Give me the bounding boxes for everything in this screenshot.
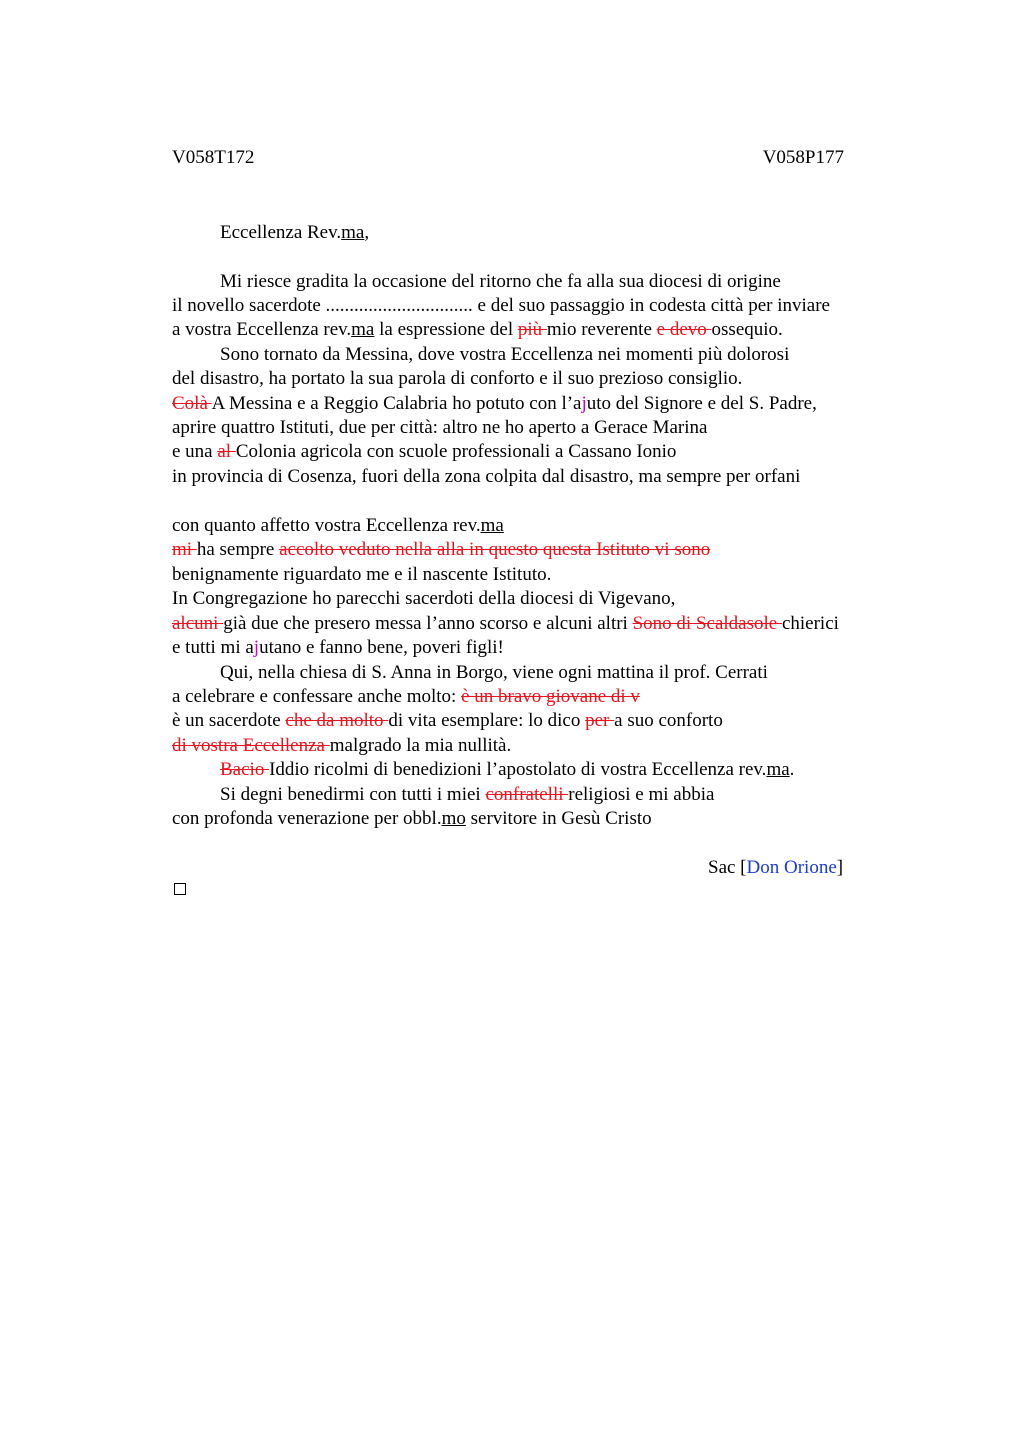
deleted-text: più	[517, 319, 547, 340]
signature: Sac [Don Orione]	[708, 857, 844, 878]
text-line: Qui, nella chiesa di S. Anna in Borgo, viene ogni mattina il prof. Cerrati	[220, 662, 768, 683]
text-line: del disastro, ha portato la sua parola di conforto e il suo prezioso consiglio.	[172, 368, 743, 389]
text-line: Mi riesce gradita la occasione del ritorno che fa alla sua diocesi di origine	[220, 271, 781, 292]
deleted-text: Sono di Scaldasole	[632, 613, 782, 634]
text-line: Sono tornato da Messina, dove vostra Eccellenza nei momenti più dolorosi	[220, 344, 790, 365]
text-line: il novello sacerdote ............................... e del suo passaggio in codesta città per inviare	[172, 295, 830, 316]
deleted-text: al	[217, 441, 236, 462]
header-left-code: V058T172	[172, 147, 255, 168]
square-box-icon	[174, 883, 186, 895]
signature-name: Don Orione	[746, 857, 837, 878]
text-line: In Congregazione ho parecchi sacerdoti della diocesi di Vigevano,	[172, 588, 676, 609]
text-line: aprire quattro Istituti, due per città: altro ne ho aperto a Gerace Marina	[172, 417, 708, 438]
text-line: con quanto affetto vostra Eccellenza rev.ma	[172, 515, 504, 536]
deleted-text: mi	[172, 539, 197, 560]
text-line: in provincia di Cosenza, fuori della zona colpita dal disastro, ma sempre per orfani	[172, 466, 801, 487]
deleted-text: che da molto	[285, 710, 389, 731]
text-line: alcuni già due che presero messa l’anno scorso e alcuni altri Sono di Scaldasole chierici	[172, 613, 839, 634]
text-line: benignamente riguardato me e il nascente Istituto.	[172, 564, 552, 585]
text-line: di vostra Eccellenza malgrado la mia nullità.	[172, 735, 512, 756]
deleted-text: e devo	[656, 319, 712, 340]
deleted-text: per	[585, 710, 615, 731]
deleted-text: confratelli	[485, 784, 569, 805]
header-right-code: V058P177	[762, 147, 844, 168]
deleted-text: accolto veduto nella alla in questo questa Istituto vi sono	[279, 539, 711, 560]
text-line: a vostra Eccellenza rev.ma la espressione del più mio reverente e devo ossequio.	[172, 319, 783, 340]
document-header	[172, 147, 844, 171]
inserted-text: j	[581, 393, 587, 414]
text-line: e tutti mi ajutano e fanno bene, poveri figli!	[172, 637, 504, 658]
text-line: e una al Colonia agricola con scuole professionali a Cassano Ionio	[172, 441, 677, 462]
text-line: con profonda venerazione per obbl.mo servitore in Gesù Cristo	[172, 808, 652, 829]
inserted-text: j	[253, 637, 260, 658]
deleted-text: è un bravo giovane di v	[461, 686, 640, 707]
salutation: Eccellenza Rev.ma,	[220, 222, 370, 243]
deleted-text: di vostra Eccellenza	[172, 735, 330, 756]
text-line: a celebrare e confessare anche molto: è un bravo giovane di v	[172, 686, 640, 707]
text-line: mi ha sempre accolto veduto nella alla in questo questa Istituto vi sono	[172, 539, 711, 560]
deleted-text: alcuni	[172, 613, 224, 634]
deleted-text: Bacio	[220, 759, 270, 780]
text-line: Bacio Iddio ricolmi di benedizioni l’apostolato di vostra Eccellenza rev.ma.	[220, 759, 795, 780]
text-line: è un sacerdote che da molto di vita esemplare: lo dico per a suo conforto	[172, 710, 723, 731]
text-line: Si degni benedirmi con tutti i miei confratelli religiosi e mi abbia	[220, 784, 715, 805]
text-line: Colà A Messina e a Reggio Calabria ho potuto con l’ajuto del Signore e del S. Padre,	[172, 393, 817, 414]
deleted-text: Colà	[172, 393, 212, 414]
